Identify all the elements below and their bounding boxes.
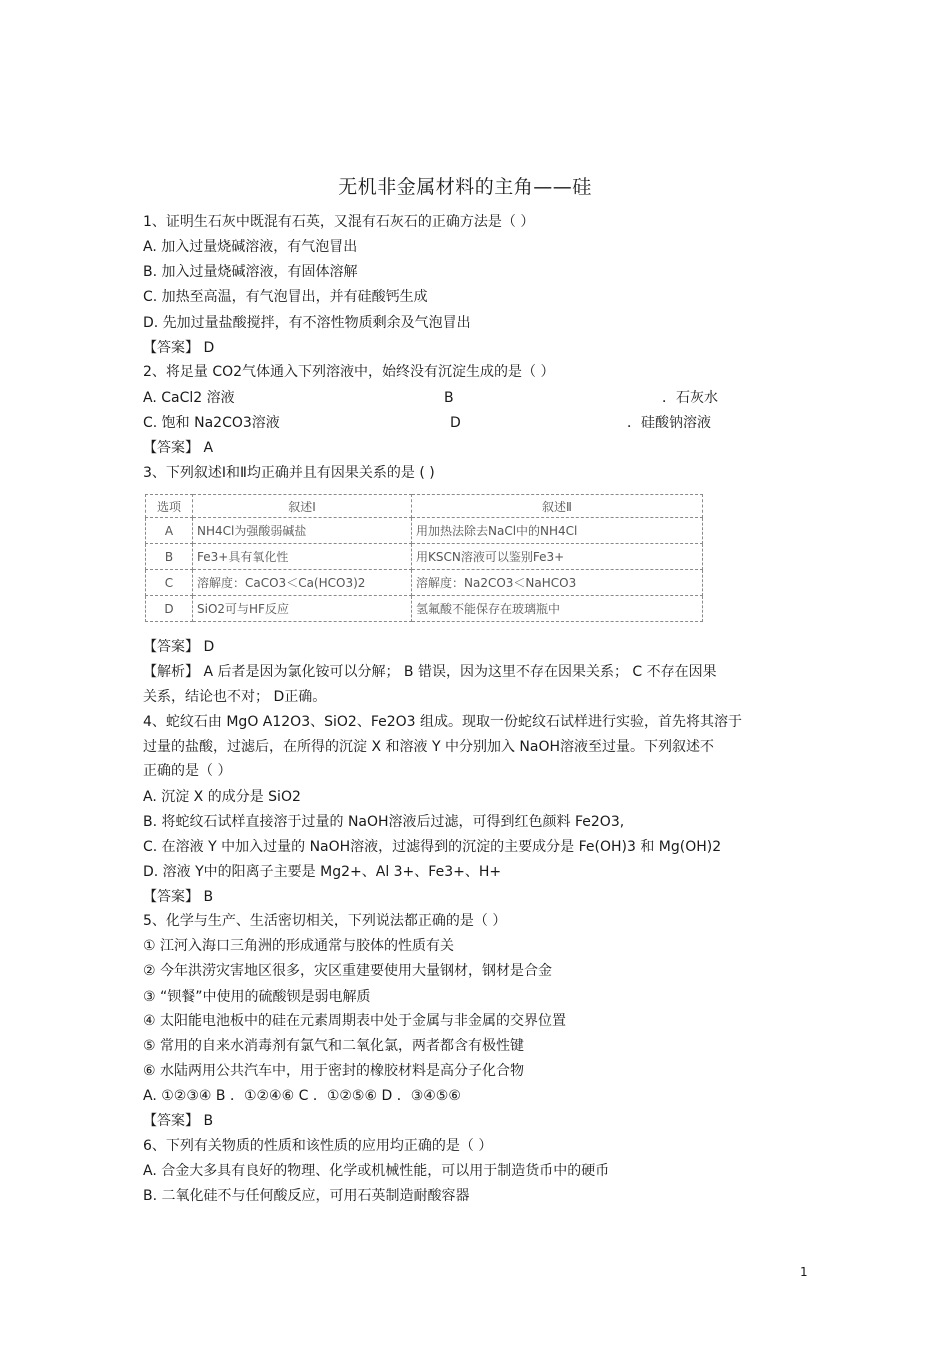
table-cell: SiO2可与HF反应 [193, 596, 412, 622]
table-row [146, 596, 703, 622]
table-cell: 氢氟酸不能保存在玻璃瓶中 [412, 596, 703, 622]
q2-option-d-text: ．硅酸钠溶液 [627, 415, 711, 431]
q5-answer: 【答案】 B [143, 1113, 214, 1129]
q2-option-c: C. 饱和 Na2CO3溶液 [143, 415, 280, 431]
page-title: 无机非金属材料的主角——硅 [338, 176, 592, 198]
q1-option-d: D. 先加过量盐酸搅拌，有不溶性物质剩余及气泡冒出 [143, 315, 471, 331]
table-header-row [146, 495, 703, 518]
table-cell: Fe3+具有氧化性 [193, 544, 412, 570]
q4-stem-end: 正确的是（ ） [143, 763, 232, 779]
table-cell: 用KSCN溶液可以鉴别Fe3+ [412, 544, 703, 570]
q4-stem-cont: 过量的盐酸，过滤后，在所得的沉淀 X 和溶液 Y 中分别加入 NaOH溶液至过量。下列叙述不 [143, 739, 714, 755]
q5-item: ⑥ 水陆两用公共汽车中，用于密封的橡胶材料是高分子化合物 [143, 1063, 524, 1079]
q4-option-c: C. 在溶液 Y 中加入过量的 NaOH溶液，过滤得到的沉淀的主要成分是 Fe(OH)3 和 Mg(OH)2 [143, 839, 722, 855]
table-cell: D [146, 596, 193, 622]
q1-option-a: A. 加入过量烧碱溶液，有气泡冒出 [143, 239, 358, 255]
q2-option-d-letter: D [450, 415, 461, 431]
table-cell: A [146, 518, 193, 544]
q4-stem: 4、蛇纹石由 MgO A12O3、SiO2、Fe2O3 组成。现取一份蛇纹石试样进行实验，首先将其溶于 [143, 714, 742, 730]
q5-stem: 5、化学与生产、生活密切相关，下列说法都正确的是（ ） [143, 913, 507, 929]
q5-item: ③ “钡餐”中使用的硫酸钡是弱电解质 [143, 989, 371, 1005]
q2-stem: 2、将足量 CO2气体通入下列溶液中，始终没有沉淀生成的是（ ） [143, 364, 555, 380]
page-number: 1 [800, 1265, 808, 1279]
q3-analysis: 【解析】 A 后者是因为氯化铵可以分解； B 错误，因为这里不存在因果关系； C 不存在因果 [143, 664, 717, 680]
q1-answer: 【答案】 D [143, 340, 215, 356]
table-row [146, 518, 703, 544]
q5-item: ② 今年洪涝灾害地区很多，灾区重建要使用大量钢材，钢材是合金 [143, 963, 552, 979]
q4-option-a: A. 沉淀 X 的成分是 SiO2 [143, 789, 301, 805]
table-cell: B [146, 544, 193, 570]
q5-item: ① 江河入海口三角洲的形成通常与胶体的性质有关 [143, 938, 454, 954]
q3-analysis-cont: 关系，结论也不对； D正确。 [143, 689, 327, 705]
q5-item: ⑤ 常用的自来水消毒剂有氯气和二氧化氯，两者都含有极性键 [143, 1038, 524, 1054]
q1-option-b: B. 加入过量烧碱溶液，有固体溶解 [143, 264, 358, 280]
q2-option-b-text: ．石灰水 [662, 390, 718, 406]
table-cell: C [146, 570, 193, 596]
q3-options-table [145, 494, 703, 622]
q2-option-b-letter: B [444, 390, 454, 406]
q1-stem: 1、证明生石灰中既混有石英，又混有石灰石的正确方法是（ ） [143, 214, 535, 230]
q6-option-a: A. 合金大多具有良好的物理、化学或机械性能，可以用于制造货币中的硬币 [143, 1163, 610, 1179]
q6-stem: 6、下列有关物质的性质和该性质的应用均正确的是（ ） [143, 1138, 493, 1154]
q2-answer: 【答案】 A [143, 440, 214, 456]
table-header-cell: 叙述Ⅱ [412, 495, 703, 518]
table-row [146, 570, 703, 596]
q3-answer: 【答案】 D [143, 639, 215, 655]
table-row [146, 544, 703, 570]
q4-answer: 【答案】 B [143, 889, 214, 905]
table-cell: 溶解度：Na2CO3＜NaHCO3 [412, 570, 703, 596]
table-cell: NH4Cl为强酸弱碱盐 [193, 518, 412, 544]
table-header-cell: 选项 [146, 495, 193, 518]
q5-options: A. ①②③④ B ．①②④⑥ C ．①②⑤⑥ D ．③④⑤⑥ [143, 1088, 461, 1104]
table-header-cell: 叙述Ⅰ [193, 495, 412, 518]
table-cell: 用加热法除去NaCl中的NH4Cl [412, 518, 703, 544]
q1-option-c: C. 加热至高温，有气泡冒出，并有硅酸钙生成 [143, 289, 428, 305]
q6-option-b: B. 二氧化硅不与任何酸反应，可用石英制造耐酸容器 [143, 1188, 470, 1204]
q4-option-b: B. 将蛇纹石试样直接溶于过量的 NaOH溶液后过滤，可得到红色颜料 Fe2O3, [143, 814, 625, 830]
table-cell: 溶解度：CaCO3＜Ca(HCO3)2 [193, 570, 412, 596]
q5-item: ④ 太阳能电池板中的硅在元素周期表中处于金属与非金属的交界位置 [143, 1013, 566, 1029]
q4-option-d: D. 溶液 Y中的阳离子主要是 Mg2+、Al 3+、Fe3+、H+ [143, 864, 502, 880]
q3-stem: 3、下列叙述Ⅰ和Ⅱ均正确并且有因果关系的是 ( ) [143, 465, 435, 481]
q2-option-a: A. CaCl2 溶液 [143, 390, 235, 406]
